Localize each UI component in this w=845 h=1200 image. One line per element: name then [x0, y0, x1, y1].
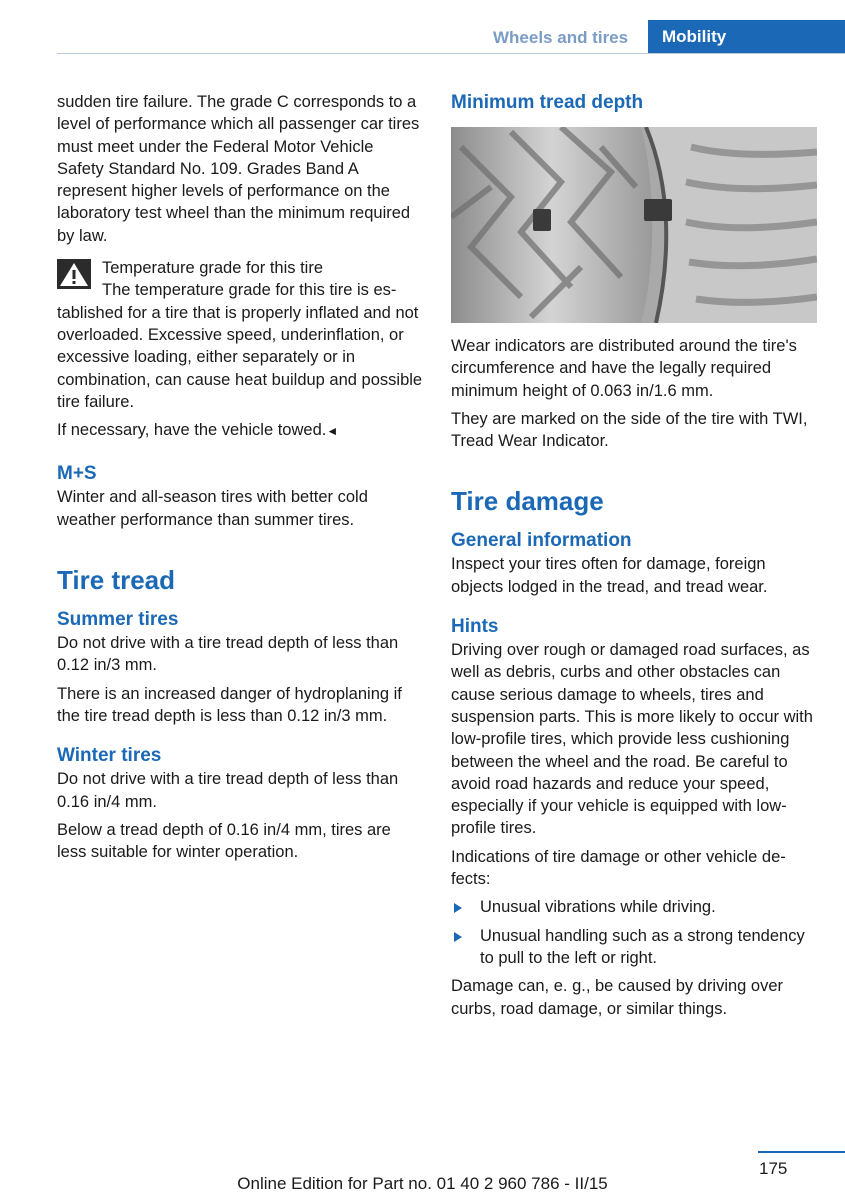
general-paragraph: Inspect your tires often for damage, foreign objects lodged in the tread, and tread wear.	[451, 555, 768, 596]
list-item-text: Unusual handling such as a strong tendency to pull to the left or right.	[480, 926, 805, 967]
page-number-rule	[758, 1151, 845, 1153]
minimum-paragraph-2: They are marked on the side of the tire with TWI, Tread Wear Indicator.	[451, 409, 808, 451]
hints-paragraph-3: Damage can, e. g., be caused by driving over curbs, road damage, or similar things.	[451, 977, 784, 1018]
tire-tread-heading: Tire tread	[57, 565, 176, 596]
right-column	[451, 91, 817, 1026]
footer-edition: Online Edition for Part no. 01 40 2 960 786 - II/15	[237, 1174, 608, 1193]
general-information-heading: General information	[451, 530, 632, 552]
damage-indications-list	[451, 896, 817, 969]
header-chapter-tab: Mobility	[648, 20, 845, 54]
page-number: 175	[759, 1159, 788, 1178]
ms-paragraph: Winter and all-season tires with better cold weather performance than summer tires.	[57, 488, 368, 529]
warning-title: Temperature grade for this tire	[102, 259, 324, 278]
hints-paragraph-2: Indications of tire damage or other vehicle defects:	[451, 847, 786, 889]
bullet-triangle-icon	[454, 903, 462, 913]
summer-tires-heading: Summer tires	[57, 609, 179, 631]
list-item	[451, 925, 817, 970]
summer-paragraph-2: There is an increased danger of hydroplaning if the tire tread depth is less than 0.12 in/3 mm.	[57, 684, 402, 725]
intro-paragraph: sudden tire failure. The grade C corresponds to a level of performance which all passenger car tires must meet under the Federal Motor Vehicle Safety Standard No. 109. Grades Band A represent higher levels of performance on the laboratory test wheel than the minimum required by law.	[57, 93, 420, 245]
towed-text: If necessary, have the vehicle towed.	[57, 421, 327, 440]
winter-paragraph-1: Do not drive with a tire tread depth of less than 0.16 in/4 mm.	[57, 770, 399, 811]
summer-paragraph-1: Do not drive with a tire tread depth of less than 0.12 in/3 mm.	[57, 634, 399, 675]
minimum-tread-heading: Minimum tread depth	[451, 92, 644, 113]
header-divider	[57, 53, 845, 54]
warning-text	[57, 279, 423, 413]
tread-wear-indicator-photo	[451, 127, 817, 323]
warning-triangle-icon	[57, 259, 91, 289]
winter-paragraph-2: Below a tread depth of 0.16 in/4 mm, tires are less suitable for winter operation.	[57, 820, 391, 862]
towed-paragraph	[57, 419, 423, 442]
list-item-text: Unusual vibrations while driving.	[480, 898, 716, 917]
hints-paragraph-1: Driving over rough or damaged road surfaces, as well as debris, curbs and other obstacles can cause serious damage to wheels, tires and suspension parts. This is more likely to occur with low-profile tires, which provide less cushioning between the wheel and the road. Be careful to avoid road hazards and reduce your speed, especially if your vehicle is equipped with low-profile tires.	[451, 641, 813, 838]
end-mark: ◄	[326, 424, 339, 439]
bullet-triangle-icon	[454, 932, 462, 942]
warning-block	[57, 257, 423, 413]
left-column	[57, 91, 423, 869]
warning-text-content: The temperature grade for this tire is established for a tire that is properly inflated and not overloaded. Excessive speed, underinflation, or excessive loading, either separately or in combination, can cause heat buildup and possible tire failure.	[57, 281, 423, 411]
header-section-title: Wheels and tires	[493, 28, 629, 47]
winter-tires-heading: Winter tires	[57, 745, 162, 767]
minimum-paragraph-1: Wear indicators are distributed around the tire's circumference and have the legally required minimum height of 0.063 in/1.6 mm.	[451, 337, 797, 400]
tire-tread-illustration	[451, 127, 817, 323]
hints-heading: Hints	[451, 616, 499, 638]
ms-heading: M+S	[57, 463, 97, 485]
list-item	[451, 896, 817, 918]
tire-damage-heading: Tire damage	[451, 486, 604, 517]
